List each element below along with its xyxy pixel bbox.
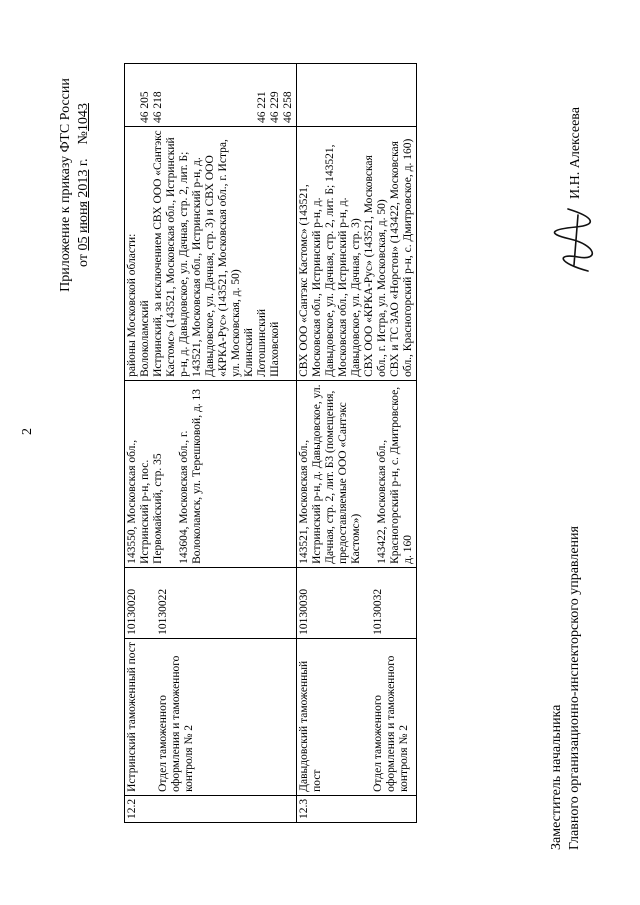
region-item: Истринский, за исключением СВХ ООО «Сантэкс Кастомс» (143521, Московская обл., Истринский р-н, д. Давыдовское, ул. Дачная, стр. 2, лит. Б; 143521, Московская обл., Истринский р-н, д. Давыдовское, ул. Дачная, стр. 3) и СВХ ООО «КРКА-Рус» (143521, Московская обл., г. Истра, ул. Московская, д. 50) bbox=[152, 130, 242, 377]
post-code: 10130020 bbox=[126, 588, 138, 635]
post-code-cell bbox=[297, 567, 417, 638]
department-code: 10130032 bbox=[372, 588, 384, 635]
table-row bbox=[297, 64, 417, 823]
appendix-date-line: от 05 июня 2013 г. №1043 bbox=[76, 103, 91, 267]
page-number: 2 bbox=[20, 428, 35, 435]
region-codes-cell bbox=[297, 64, 417, 127]
post-name-cell bbox=[297, 638, 417, 795]
post-name-cell bbox=[125, 638, 297, 795]
signature-block bbox=[548, 526, 584, 850]
department-address: 143604, Московская обл., г. Волоколамск, ул. Терешковой, д. 13 bbox=[178, 388, 203, 564]
region-item: СВХ и ТС ЗАО «Норстон» (143422, Московская обл., Красногорский р-н, с. Дмитровское, д. 160) bbox=[389, 138, 414, 377]
region-code: 46 221 bbox=[256, 91, 268, 123]
handwritten-signature bbox=[548, 205, 600, 275]
post-address-cell bbox=[297, 380, 417, 567]
region-item: Лотошинский bbox=[256, 308, 268, 377]
appendix-number: 1043 bbox=[76, 103, 91, 132]
appendix-date-year: 2013 bbox=[76, 169, 91, 198]
post-address-cell bbox=[125, 380, 297, 567]
signer-department: Главного организационно-инспекторского управления bbox=[567, 526, 582, 850]
department-code: 10130022 bbox=[157, 588, 169, 635]
post-address: 143521, Московская обл., Истринский р-н, д. Давыдовское, ул. Дачная, стр. 2, лит. Б3 (помещения, предоставляемые ООО «Сантэкс Кастомс») bbox=[298, 384, 362, 564]
region-codes-cell bbox=[125, 64, 297, 127]
region-item: Клинский bbox=[243, 328, 255, 377]
department-name: Отдел таможенного оформления и таможенного контроля № 2 bbox=[157, 655, 195, 792]
appendix-date-month: июня bbox=[76, 201, 91, 233]
region-heading: районы Московской области: bbox=[126, 233, 138, 377]
region-code: 46 258 bbox=[282, 91, 294, 123]
post-address: 143550, Московская обл., Истринский р-н, пос. Первомайский, стр. 35 bbox=[126, 439, 164, 564]
region-cell bbox=[125, 127, 297, 381]
customs-posts-table bbox=[124, 63, 417, 823]
appendix-title: Приложение к приказу ФТС России bbox=[58, 78, 73, 292]
row-number: 12.3 bbox=[297, 795, 417, 822]
region-item: СВХ ООО «Сантэкс Кастомс» (143521, Московская обл., Истринский р-н, д. Давыдовское, ул. Дачная, стр. 2, лит. Б; 143521, Московская обл., Истринский р-н, д. Давыдовское, ул. Дачная, стр. 3) bbox=[298, 144, 362, 377]
table-row bbox=[125, 64, 297, 823]
appendix-date-day: 05 bbox=[76, 236, 91, 251]
row-number: 12.2 bbox=[125, 795, 297, 822]
department-address: 143422, Московская обл., Красногорский р-н, с. Дмитровское, д. 160 bbox=[376, 386, 414, 564]
region-code: 46 205 bbox=[139, 91, 151, 123]
region-cell bbox=[297, 127, 417, 381]
department-name: Отдел таможенного оформления и таможенного контроля № 2 bbox=[372, 655, 410, 792]
region-code: 46 218 bbox=[152, 91, 164, 123]
region-item: СВХ ООО «КРКА-Рус» (143521, Московская обл., г. Истра, ул. Московская, д. 50) bbox=[363, 155, 388, 377]
post-name: Давыдовский таможенный пост bbox=[298, 660, 323, 792]
signer-position: Заместитель начальника bbox=[549, 704, 564, 850]
post-code: 10130030 bbox=[298, 588, 310, 635]
post-name: Истринский таможенный пост bbox=[126, 642, 138, 792]
post-code-cell bbox=[125, 567, 297, 638]
appendix-header bbox=[57, 55, 93, 315]
region-code: 46 229 bbox=[269, 91, 281, 123]
region-item: Шаховской bbox=[269, 321, 281, 377]
region-item: Волоколамский bbox=[139, 300, 151, 377]
signer-name: И.Н. Алексеева bbox=[568, 107, 583, 199]
